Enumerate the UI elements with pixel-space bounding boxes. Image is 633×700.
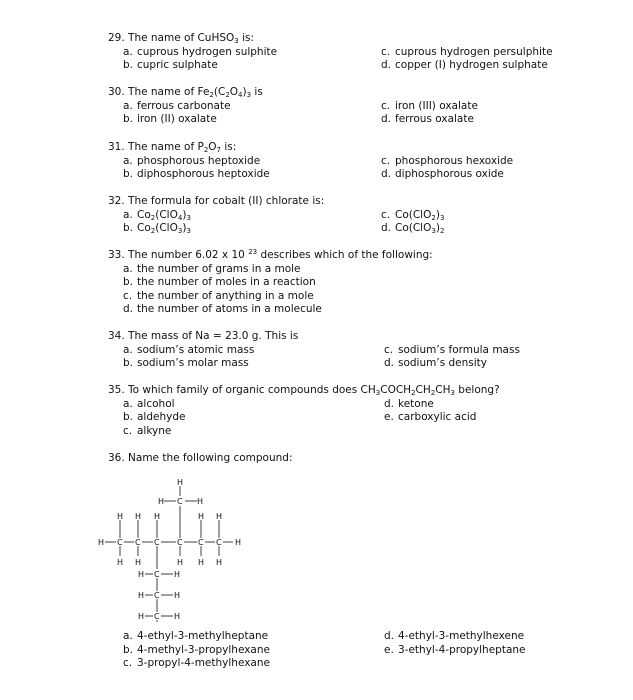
q29-option-a: a. cuprous hydrogen sulphite xyxy=(123,45,278,58)
atom-h: H xyxy=(235,538,242,547)
q34-option-a: a. sodium’s atomic mass xyxy=(123,343,255,356)
atom-h: H xyxy=(216,512,223,521)
atom-h: H xyxy=(174,612,181,621)
question-31-stem: 31. The name of $P_2O_7$ is: xyxy=(108,141,237,154)
atom-h: H xyxy=(154,512,161,521)
q36-option-c: c. 3-propyl-4-methylhexane xyxy=(123,657,270,670)
q33-option-d: d. the number of atoms in a molecule xyxy=(123,303,322,316)
atom-c: C xyxy=(154,591,160,600)
q33-option-c: c. the number of anything in a mole xyxy=(123,289,314,302)
q36-option-a: a. 4-ethyl-3-methylheptane xyxy=(123,630,269,642)
atom-c: C xyxy=(177,497,183,506)
q30-option-d: d. ferrous oxalate xyxy=(381,113,474,126)
atom-h: H xyxy=(197,497,204,506)
question-30 xyxy=(108,86,558,127)
atom-h: H xyxy=(138,570,145,579)
atom-h: H xyxy=(177,558,184,567)
question-36-options xyxy=(108,630,558,671)
atom-h: H xyxy=(98,538,105,547)
atom-h: H xyxy=(174,570,181,579)
atom-h: H xyxy=(117,512,124,521)
q30-option-a: a. ferrous carbonate xyxy=(123,99,231,112)
q33-option-b: b. the number of moles in a reaction xyxy=(123,276,316,289)
q29-option-c: c. cuprous hydrogen persulphite xyxy=(381,45,553,58)
q31-option-c: c. phosphorous hexoxide xyxy=(381,154,514,167)
atom-c: C xyxy=(154,538,160,547)
q35-option-e: e. carboxylic acid xyxy=(384,411,477,424)
q35-option-d: d. ketone xyxy=(384,397,434,410)
atom-c: C xyxy=(154,612,160,621)
q32-option-c: c. $Co(ClO_2)_3$ xyxy=(381,208,445,222)
q30-option-c: c. iron (III) oxalate xyxy=(381,99,478,112)
q32-option-b: b. $Co_2(ClO_3)_3$ xyxy=(123,222,191,236)
q32-option-d: d. $Co(ClO_3)_2$ xyxy=(381,222,445,236)
q35-option-b: b. aldehyde xyxy=(123,411,186,424)
q31-option-b: b. diphosphorous heptoxide xyxy=(123,168,270,181)
question-36-stem: 36. Name the following compound: xyxy=(108,452,293,464)
q36-option-d: d. 4-ethyl-3-methylhexene xyxy=(384,630,525,642)
q34-option-b: b. sodium’s molar mass xyxy=(123,357,249,370)
question-33 xyxy=(108,249,558,317)
question-31 xyxy=(108,141,558,182)
q35-option-a: a. alcohol xyxy=(123,397,175,410)
atom-h: H xyxy=(198,512,205,521)
question-30-stem: 30. The name of $Fe_2(C_2O_4)_3$ is xyxy=(108,86,263,99)
q30-option-b: b. iron (II) oxalate xyxy=(123,113,217,126)
question-35 xyxy=(108,384,558,438)
structural-formula xyxy=(90,474,265,626)
q32-option-a: a. $Co_2(ClO_4)_3$ xyxy=(123,208,191,222)
atom-h: H xyxy=(198,558,205,567)
question-32 xyxy=(108,195,558,236)
question-36 xyxy=(108,452,558,466)
atom-h: H xyxy=(135,558,142,567)
q36-option-e: e. 3-ethyl-4-propylheptane xyxy=(384,643,526,656)
atom-h: H xyxy=(158,497,165,506)
atom-labels xyxy=(98,478,241,621)
question-29-stem: 29. The name of CuHSO$_3$ is: xyxy=(108,32,255,45)
question-34 xyxy=(108,330,558,371)
q31-option-d: d. diphosphorous oxide xyxy=(381,168,504,181)
atom-h: H xyxy=(138,612,145,621)
atom-h: H xyxy=(117,558,124,567)
atom-c: C xyxy=(154,570,160,579)
question-34-stem: 34. The mass of Na = 23.0 g. This is xyxy=(108,330,299,342)
atom-c: C xyxy=(177,538,183,547)
atom-h: H xyxy=(174,591,181,600)
atom-h: H xyxy=(216,558,223,567)
q34-option-d: d. sodium’s density xyxy=(384,357,488,370)
atom-c: C xyxy=(117,538,123,547)
atom-h: H xyxy=(177,478,184,487)
atom-c: C xyxy=(198,538,204,547)
atom-c: C xyxy=(216,538,222,547)
q29-option-d: d. copper (I) hydrogen sulphate xyxy=(381,59,548,72)
q29-option-b: b. cupric sulphate xyxy=(123,59,218,72)
question-32-stem: 32. The formula for cobalt (II) chlorate is: xyxy=(108,195,325,207)
question-29 xyxy=(108,32,558,73)
question-35-stem: 35. To which family of organic compounds does $CH_3COCH_2CH_2CH_3$ belong? xyxy=(108,384,500,397)
atom-h: H xyxy=(135,512,142,521)
q33-option-a: a. the number of grams in a mole xyxy=(123,262,301,275)
bond-lines xyxy=(105,486,233,622)
q34-option-c: c. sodium’s formula mass xyxy=(384,343,520,356)
q31-option-a: a. phosphorous heptoxide xyxy=(123,154,261,167)
atom-c: C xyxy=(135,538,141,547)
question-33-stem: 33. The number 6.02 x 10 $^{23}$ describes which of the following: xyxy=(108,248,433,261)
atom-h: H xyxy=(138,591,145,600)
q35-option-c: c. alkyne xyxy=(123,424,172,437)
q36-option-b: b. 4-methyl-3-propylhexane xyxy=(123,643,270,656)
